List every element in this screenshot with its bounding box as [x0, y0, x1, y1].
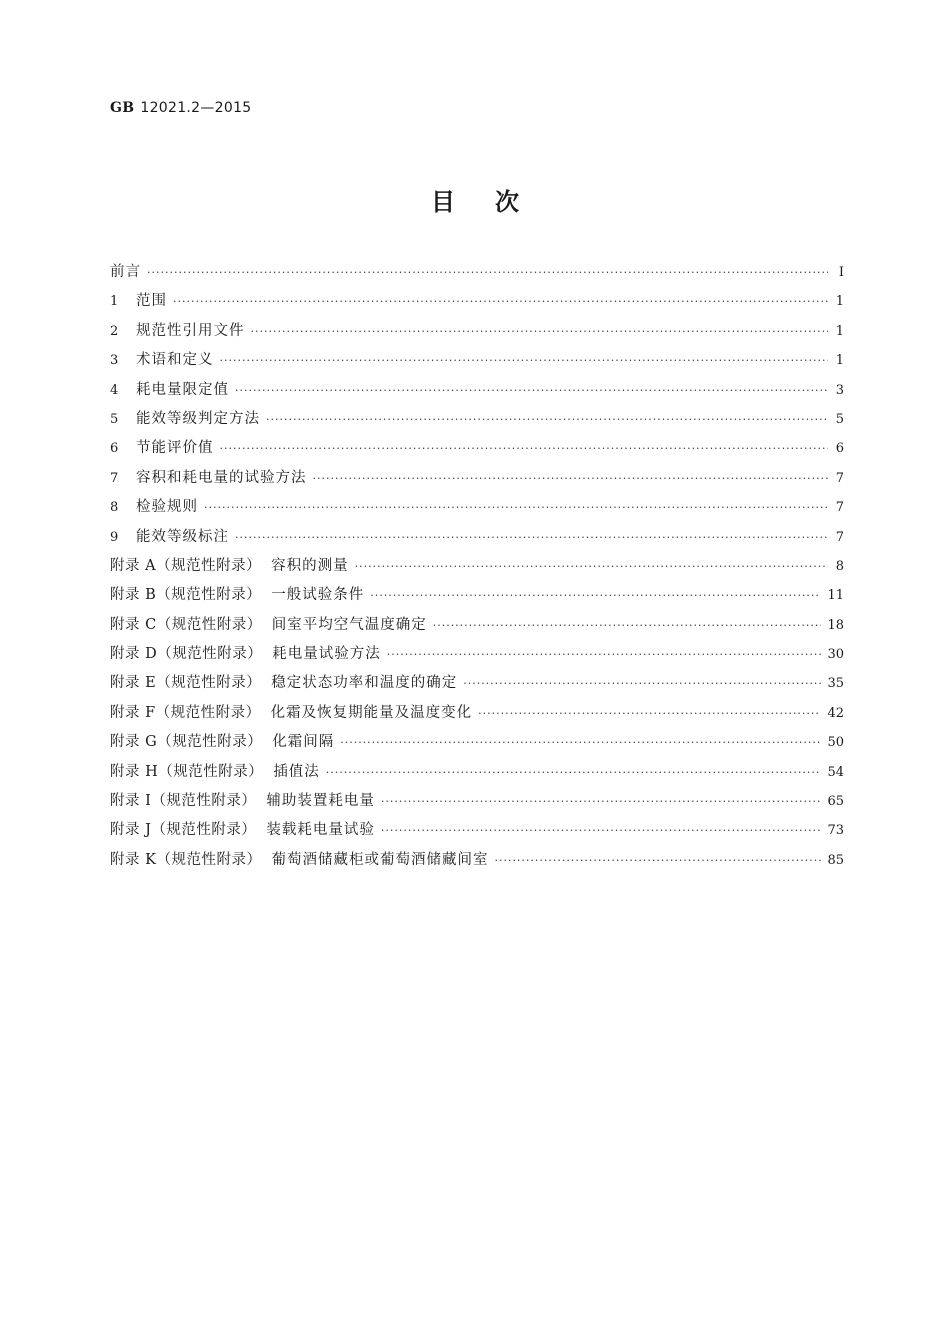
toc-entry-number: 4: [110, 382, 119, 398]
toc-entry-page-number: 54: [827, 764, 844, 780]
toc-entry-page-number: 7: [835, 500, 844, 516]
toc-entry-label: 化霜间隔: [272, 734, 335, 751]
toc-entry-appendix-prefix: 附录 B（规范性附录）: [110, 587, 262, 604]
toc-entry-page-number: 7: [835, 470, 844, 486]
toc-entry-number: 6: [110, 441, 119, 457]
toc-entry[interactable]: [110, 434, 844, 463]
toc-entry[interactable]: [110, 493, 844, 522]
toc-entry-label: 检验规则: [136, 499, 198, 516]
toc-leader-dots: [235, 376, 828, 405]
toc-leader-dots: [220, 346, 829, 375]
toc-entry[interactable]: [110, 287, 844, 316]
toc-entry-page-number: 18: [827, 617, 844, 633]
toc-entry-page-number: 11: [827, 588, 844, 604]
toc-entry-page-number: 50: [827, 735, 844, 751]
toc-leader-dots: [204, 493, 828, 522]
toc-entry-number: 7: [110, 470, 119, 486]
toc-leader-dots: [494, 846, 821, 875]
toc-entry-page-number: 85: [827, 852, 844, 868]
toc-entry-page-number: 73: [827, 823, 844, 839]
toc-entry-label: 容积的测量: [271, 557, 349, 574]
toc-entry-number: 2: [110, 323, 119, 339]
standard-header: [110, 100, 252, 116]
toc-entry-label: 术语和定义: [136, 352, 214, 369]
toc-entry-page-number: 1: [835, 294, 844, 310]
toc-leader-dots: [266, 405, 828, 434]
toc-entry[interactable]: [110, 405, 844, 434]
toc-entry-appendix-prefix: 附录 I（规范性附录）: [110, 793, 257, 810]
toc-entry-page-number: 8: [835, 558, 844, 574]
toc-entry-appendix-prefix: 附录 G（规范性附录）: [110, 734, 263, 751]
toc-entry-label: 能效等级标注: [136, 528, 229, 545]
toc-leader-dots: [326, 758, 822, 787]
toc-leader-dots: [251, 317, 829, 346]
toc-leader-dots: [463, 669, 821, 698]
toc-entry-label: 装载耗电量试验: [266, 822, 375, 839]
toc-leader-dots: [387, 640, 822, 669]
toc-entry[interactable]: [110, 787, 844, 816]
toc-entry-label: 葡萄酒储藏柜或葡萄酒储藏间室: [271, 851, 489, 868]
toc-entry-appendix-prefix: 附录 D（规范性附录）: [110, 646, 263, 663]
toc-leader-dots: [313, 464, 829, 493]
toc-entry-page-number: 6: [835, 441, 844, 457]
toc-entry-page-number: 35: [827, 676, 844, 692]
toc-entry-appendix-prefix: 附录 A（规范性附录）: [110, 557, 262, 574]
toc-entry[interactable]: [110, 317, 844, 346]
table-of-contents: [110, 258, 844, 875]
toc-entry-label: 能效等级判定方法: [136, 410, 260, 427]
toc-entry-page-number: 42: [827, 705, 844, 721]
toc-leader-dots: [173, 287, 828, 316]
toc-entry-label: 前言: [110, 264, 141, 280]
toc-leader-dots: [147, 258, 828, 287]
toc-entry-label: 间室平均空气温度确定: [271, 616, 427, 633]
standard-code: GB: [110, 100, 135, 116]
toc-entry-appendix-prefix: 附录 E（规范性附录）: [110, 675, 262, 692]
toc-entry[interactable]: [110, 611, 844, 640]
toc-entry-number: 8: [110, 500, 119, 516]
toc-entry-number: 3: [110, 353, 119, 369]
toc-leader-dots: [220, 434, 829, 463]
toc-entry[interactable]: [110, 846, 844, 875]
toc-entry[interactable]: [110, 523, 844, 552]
toc-entry[interactable]: [110, 728, 844, 757]
toc-entry[interactable]: [110, 669, 844, 698]
toc-entry-page-number: 7: [835, 529, 844, 545]
toc-entry-label: 辅助装置耗电量: [266, 793, 375, 810]
standard-number: 12021.2—2015: [140, 100, 252, 116]
toc-entry[interactable]: [110, 464, 844, 493]
toc-entry-label: 节能评价值: [136, 440, 214, 457]
toc-entry[interactable]: [110, 376, 844, 405]
toc-entry-label: 规范性引用文件: [136, 322, 245, 339]
toc-entry-number: 9: [110, 529, 119, 545]
toc-leader-dots: [355, 552, 828, 581]
toc-leader-dots: [433, 611, 822, 640]
toc-entry-label: 稳定状态功率和温度的确定: [271, 675, 458, 692]
toc-entry-page-number: 30: [827, 647, 844, 663]
toc-entry-appendix-prefix: 附录 C（规范性附录）: [110, 616, 262, 633]
toc-entry-page-number: 5: [835, 411, 844, 427]
toc-entry-page-number: 3: [835, 382, 844, 398]
toc-entry[interactable]: [110, 640, 844, 669]
page-title: 目次: [431, 188, 559, 216]
toc-entry[interactable]: [110, 699, 844, 728]
toc-leader-dots: [340, 728, 821, 757]
toc-entry-label: 耗电量试验方法: [272, 646, 381, 663]
toc-entry-page-number: 1: [835, 323, 844, 339]
toc-leader-dots: [235, 523, 828, 552]
toc-entry[interactable]: [110, 346, 844, 375]
toc-leader-dots: [370, 581, 821, 610]
toc-entry-page-number: 65: [827, 794, 844, 810]
toc-entry[interactable]: [110, 581, 844, 610]
toc-entry[interactable]: [110, 552, 844, 581]
toc-entry-label: 容积和耗电量的试验方法: [136, 469, 307, 486]
toc-entry-label: 范围: [136, 293, 167, 310]
toc-entry-appendix-prefix: 附录 J（规范性附录）: [110, 822, 257, 839]
toc-entry-page-number: I: [838, 265, 844, 280]
toc-leader-dots: [478, 699, 821, 728]
toc-entry[interactable]: [110, 758, 844, 787]
toc-entry-label: 一般试验条件: [271, 587, 365, 604]
toc-entry[interactable]: [110, 816, 844, 845]
toc-entry-label: 化霜及恢复期能量及温度变化: [270, 704, 473, 721]
toc-entry-appendix-prefix: 附录 H（规范性附录）: [110, 763, 264, 780]
toc-entry-number: 5: [110, 411, 119, 427]
toc-leader-dots: [381, 816, 822, 845]
toc-entry-appendix-prefix: 附录 K（规范性附录）: [110, 851, 262, 868]
toc-entry-label: 插值法: [273, 763, 320, 780]
toc-entry-appendix-prefix: 附录 F（规范性附录）: [110, 704, 261, 721]
toc-entry[interactable]: [110, 258, 844, 287]
toc-entry-number: 1: [110, 294, 119, 310]
toc-entry-page-number: 1: [835, 353, 844, 369]
toc-entry-label: 耗电量限定值: [136, 381, 229, 398]
toc-leader-dots: [381, 787, 822, 816]
